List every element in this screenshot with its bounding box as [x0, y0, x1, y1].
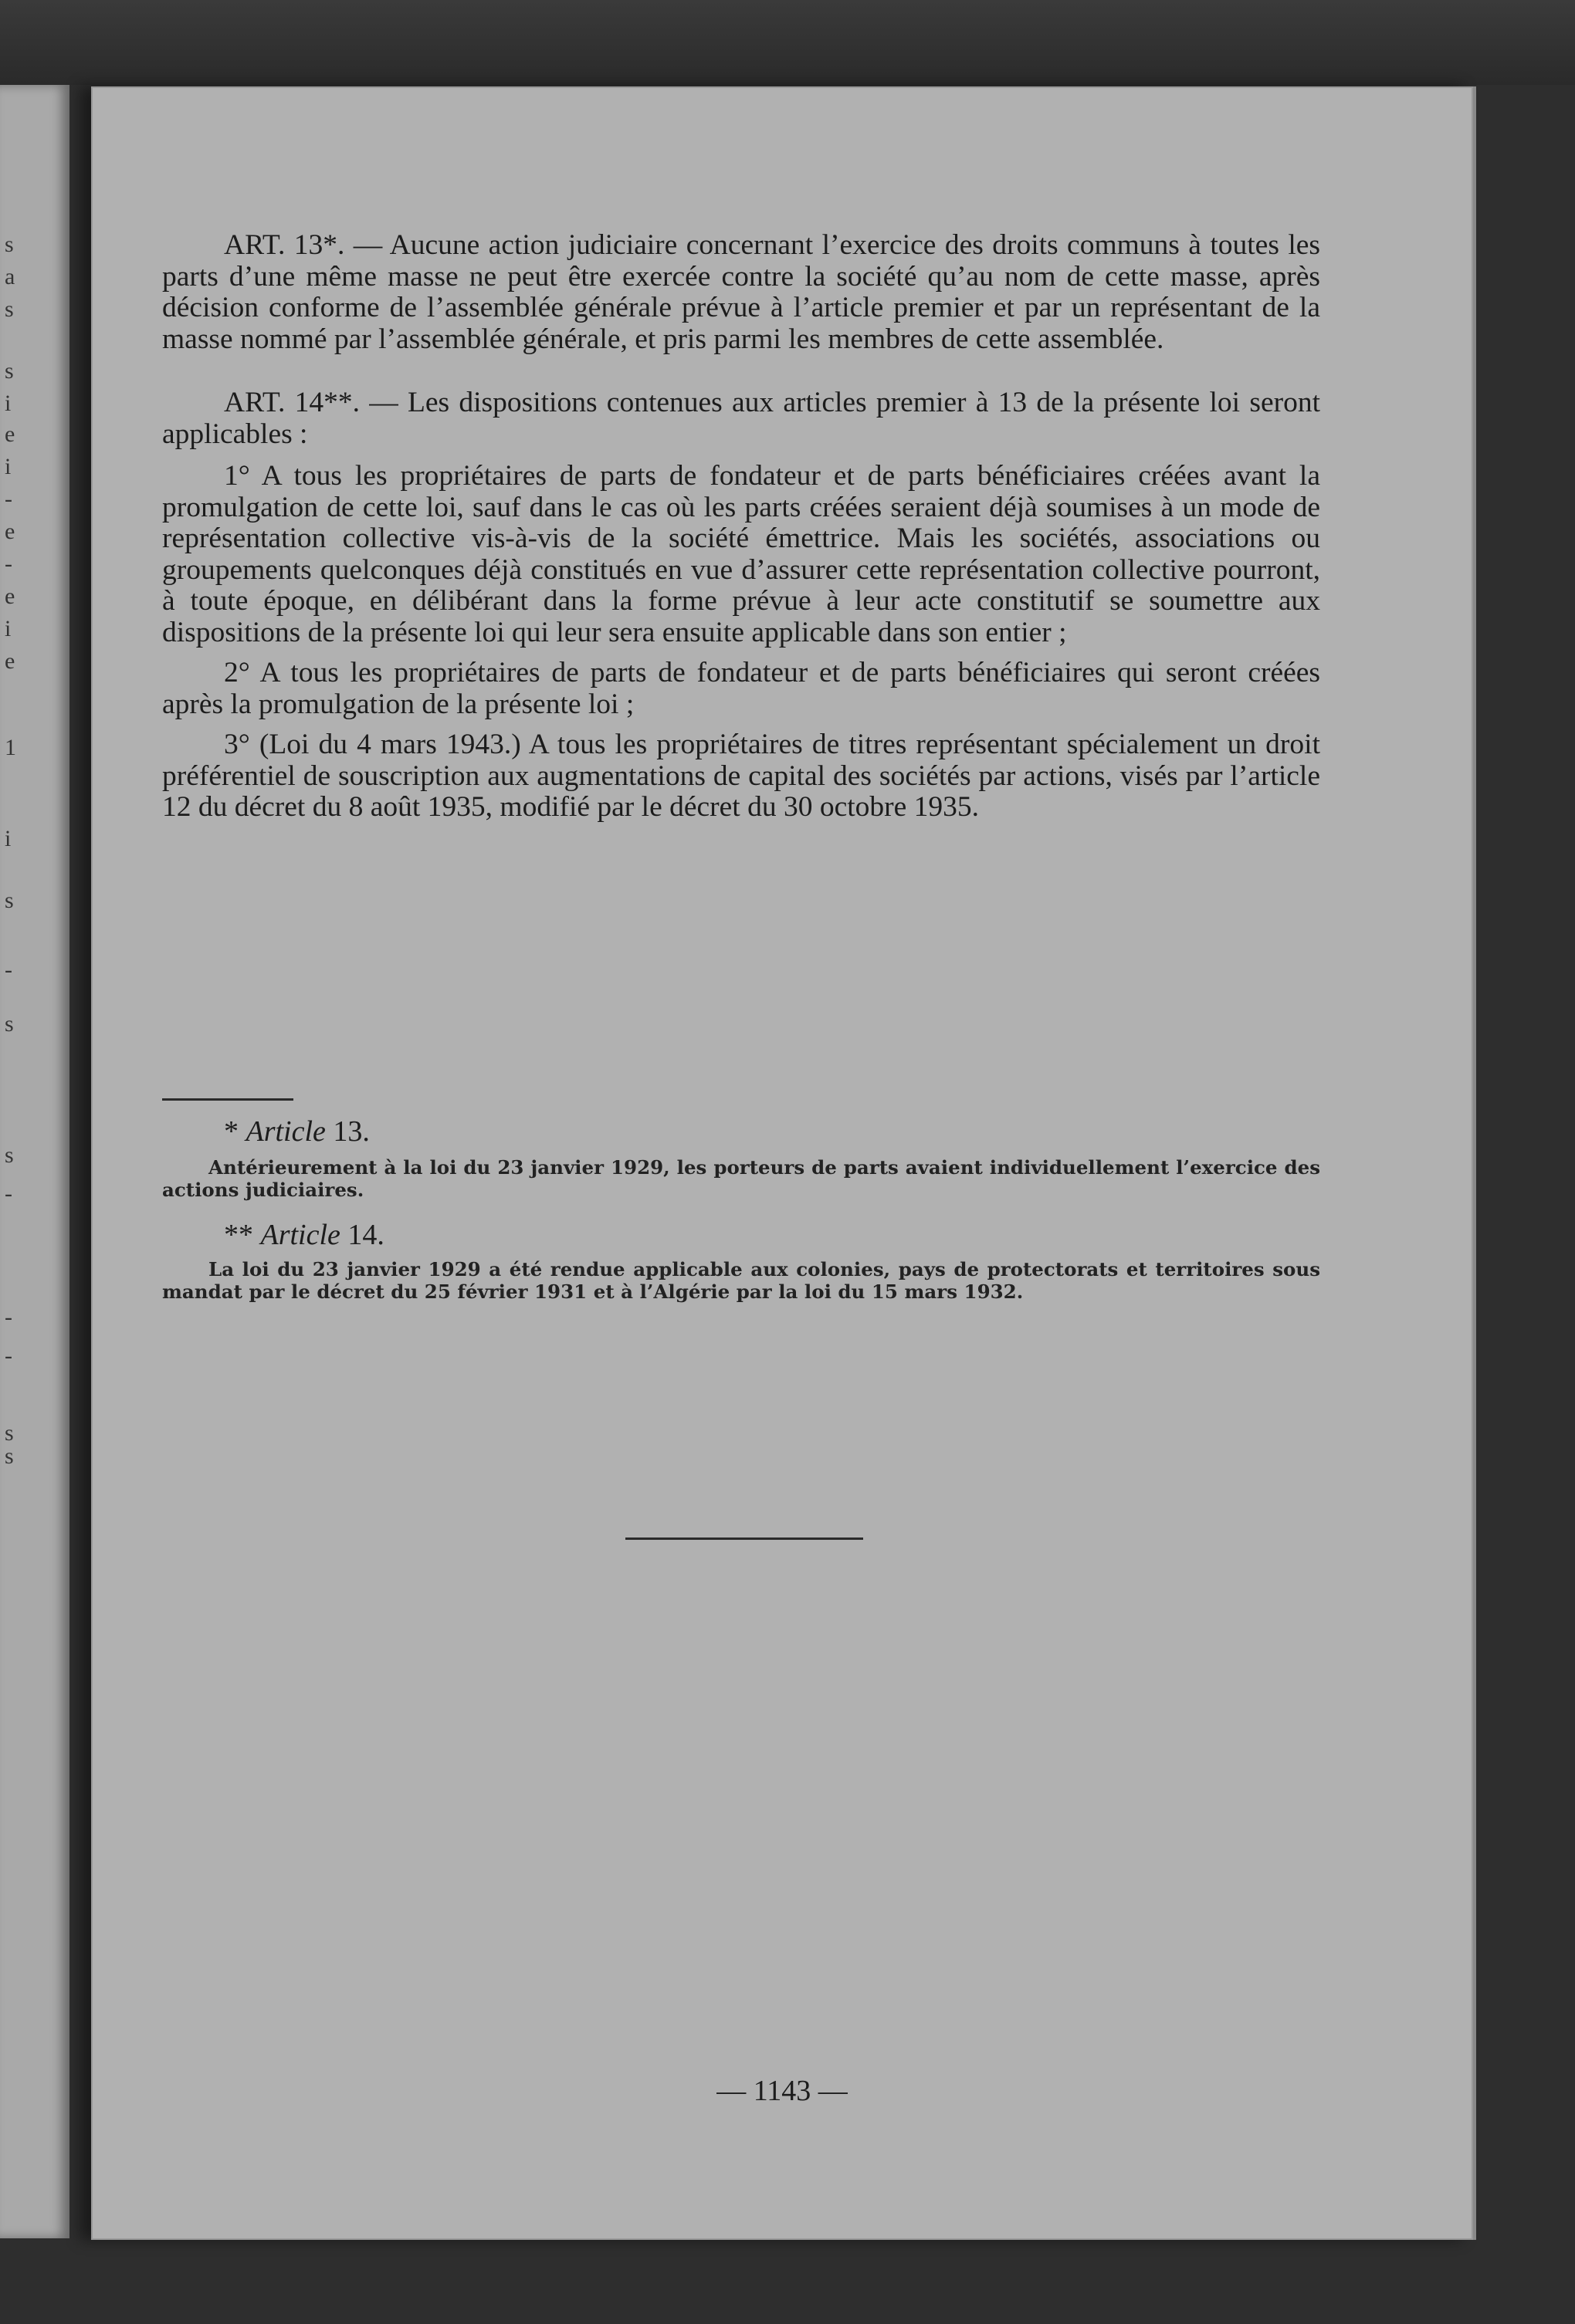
footnote-text-14: La loi du 23 janvier 1929 a été rendue applicable aux colonies, pays de protectorats et territoires sous mandat par le décret du 25 février 1931 et à l’Algérie par la loi du 15 mars 1932. [162, 1258, 1320, 1303]
facing-page-fragment: - [5, 1181, 12, 1206]
facing-page-fragment: i [5, 454, 12, 479]
facing-page-fragment: s [5, 1142, 14, 1168]
facing-page-fragment: e [5, 584, 15, 609]
footnote-label: Article [246, 1115, 326, 1148]
facing-page-fragment: s [5, 232, 14, 257]
article-14-item-3: 3° (Loi du 4 mars 1943.) A tous les propriétaires de titres représentant spécialement un droit préférentiel de souscription aux augmentations de capital des sociétés par actions, visés par l’article 12 du décret du 8 août 1935, modifié par le décret du 30 octobre 1935. [162, 729, 1320, 823]
footnote-number: 13. [333, 1115, 370, 1148]
facing-page-fragment: - [5, 957, 12, 983]
facing-page-fragment: s [5, 358, 14, 384]
facing-page-fragment: 1 [5, 735, 16, 760]
footnote-text-13: Antérieurement à la loi du 23 janvier 1929, les porteurs de parts avaient individuellement l’exercice des actions judiciaires. [162, 1156, 1320, 1201]
body-text [162, 230, 1320, 824]
article-14-item-2: 2° A tous les propriétaires de parts de fondateur et de parts bénéficiaires qui seront créées après la promulgation de la présente loi ; [162, 657, 1320, 720]
facing-page-fragment: e [5, 421, 15, 447]
footnote-separator [162, 1098, 293, 1101]
facing-page-fragment: i [5, 391, 12, 416]
scan-backdrop [0, 0, 1575, 85]
footnote-number: 14. [347, 1219, 384, 1251]
footnote-heading-14 [224, 1218, 384, 1252]
facing-page-edge [0, 85, 69, 2238]
article-13-paragraph: ART. 13*. — Aucune action judiciaire concernant l’exercice des droits communs à toutes les parts d’une même masse ne peut être exercée contre la société qu’au nom de cette masse, après décision conforme de l’assemblée générale prévue à l’article premier et par un représentant de la masse nommé par l’assemblée générale, et pris parmi les membres de cette assemblée. [162, 229, 1320, 355]
facing-page-fragment: e [5, 519, 15, 544]
facing-page-fragment: - [5, 1343, 12, 1368]
facing-page-fragment: s [5, 1011, 14, 1037]
facing-page-fragment: s [5, 1443, 14, 1469]
facing-page-fragment: e [5, 648, 15, 674]
footnote-marker: * [224, 1115, 239, 1148]
end-of-section-rule [625, 1537, 863, 1540]
article-14-item-1: 1° A tous les propriétaires de parts de fondateur et de parts bénéficiaires créées avant la promulgation de cette loi, sauf dans le cas où les parts créées seraient déjà soumises à un mode de représentation collective vis-à-vis de la société émettrice. Mais les sociétés, associations ou groupements quelconques déjà constitués en vue d’assurer cette représentation collective pourront, à toute époque, en délibérant dans la forme prévue à leur acte constitutif se soumettre aux dispositions de la présente loi qui leur sera ensuite applicable dans son entier ; [162, 460, 1320, 648]
facing-page-fragment: - [5, 486, 12, 512]
facing-page-fragment: - [5, 1304, 12, 1330]
facing-page-fragment: i [5, 826, 12, 851]
document-page [91, 86, 1473, 2240]
article-14-intro: ART. 14**. — Les dispositions contenues aux articles premier à 13 de la présente loi seront applicables : [162, 387, 1320, 450]
facing-page-fragment: s [5, 296, 14, 322]
footnote-marker: ** [224, 1219, 253, 1251]
footnote-heading-13 [224, 1115, 370, 1148]
facing-page-fragment: i [5, 616, 12, 641]
footnote-label: Article [260, 1219, 340, 1251]
facing-page-fragment: s [5, 888, 14, 913]
page-number: — 1143 — [716, 2075, 848, 2107]
facing-page-fragment: a [5, 264, 15, 289]
facing-page-fragment: s [5, 1420, 14, 1446]
facing-page-fragment: - [5, 551, 12, 577]
